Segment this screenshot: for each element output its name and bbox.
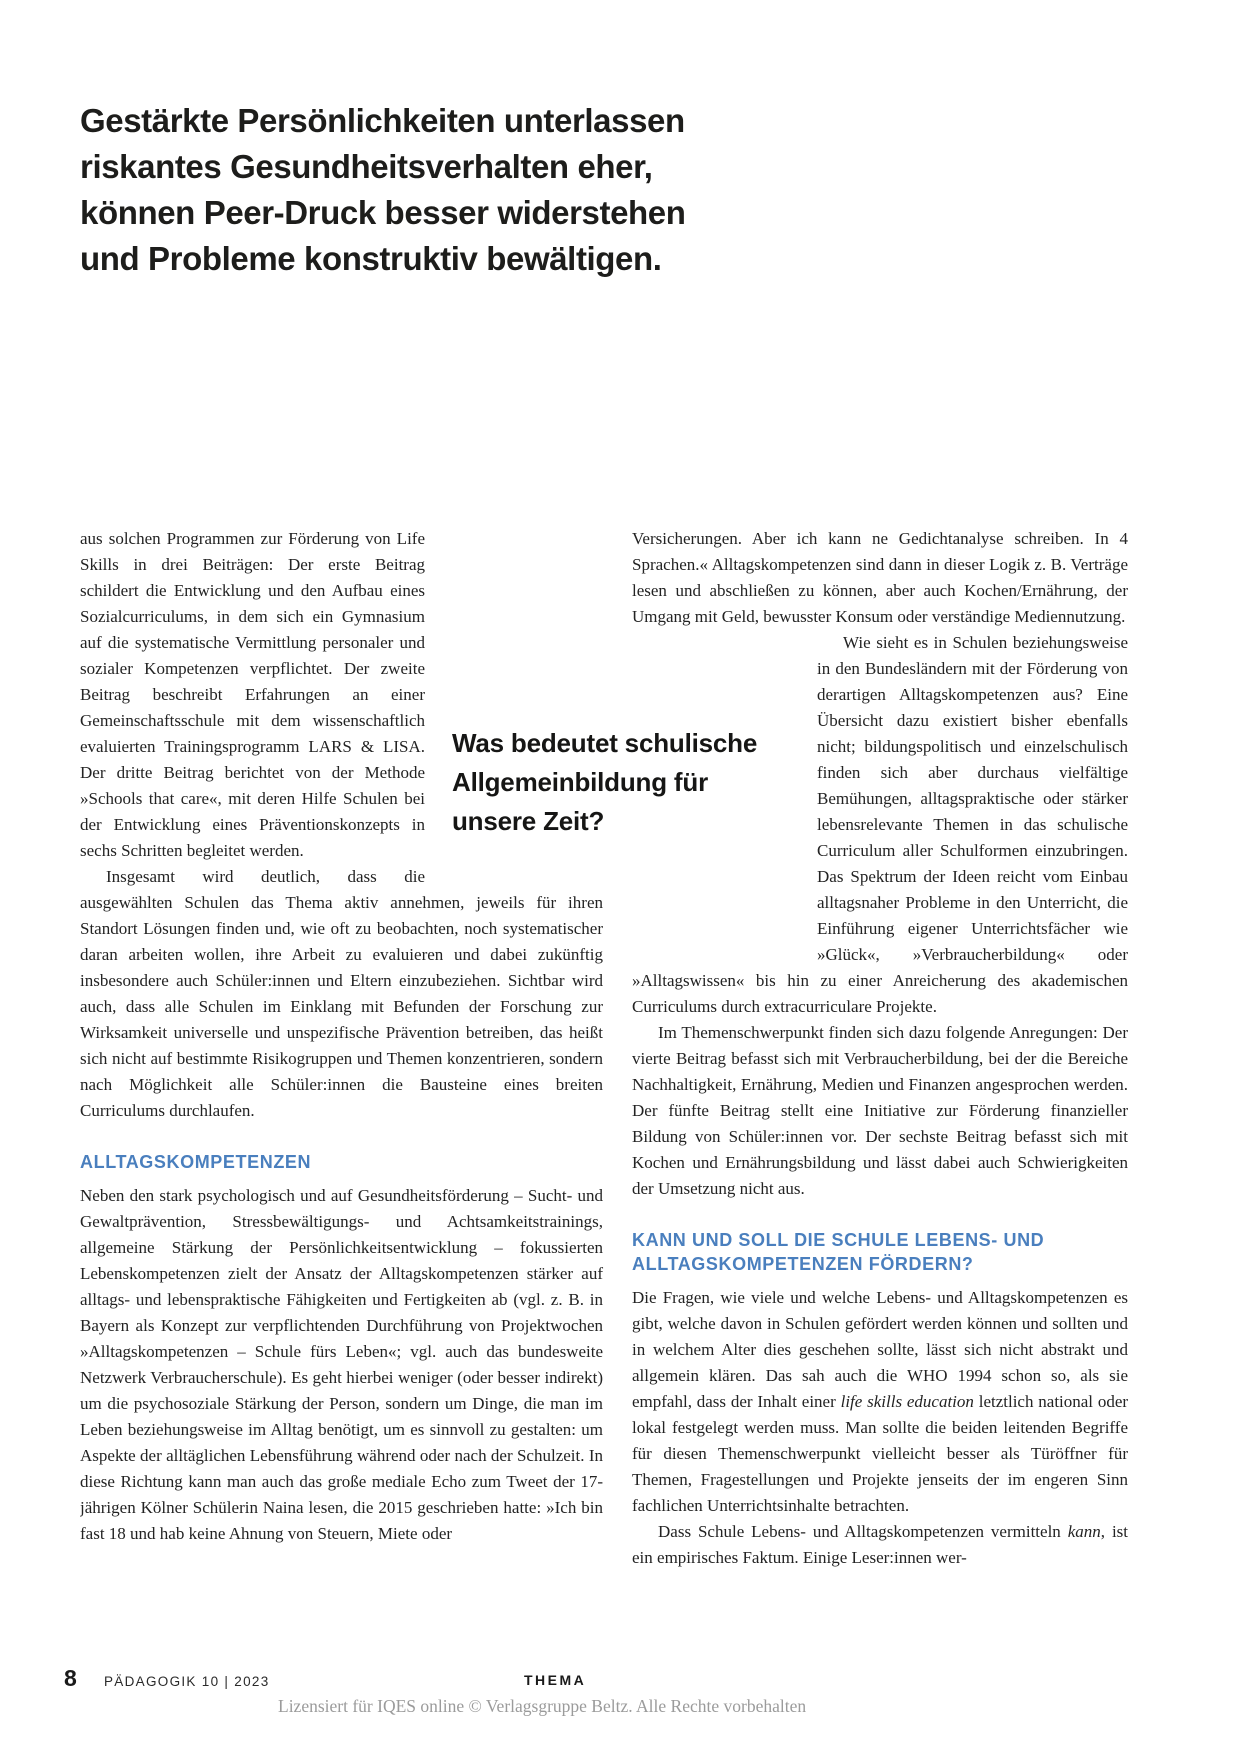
paragraph-text-segment: , ist ein empirisches Faktum. Einige Leser:innen wer-	[632, 1522, 1128, 1567]
body-paragraph	[80, 1183, 603, 1547]
paragraph-text-segment: Dass Schule Lebens- und Alltagskompetenzen vermitteln	[658, 1522, 1061, 1541]
paragraph-text-segment: aus solchen Programmen zur Förderung von Life Skills in drei Beiträgen: Der erste Beitrag schildert die Entwicklung und den Aufbau eines Sozialcurriculums, in dem sich ein Gymnasium auf die systematische Vermittlung personaler und sozialer Kompetenzen verpflichtet. Der zweite Beitrag beschreibt Erfahrungen an einer Gemeinschaftsschule mit dem wissenschaftlich evaluierten Trainingsprogramm LARS & LISA. Der	[80, 529, 425, 782]
paragraph-text-segment: letztlich national oder lokal festgelegt werden muss. Man sollte die beiden leitenden Begriffe für diesen Themenschwerpunkt vielleicht besser als Türöffner für Themen, Fragestellungen und Projekte jenseits der im engeren Sinn fachlichen Unterrichtsinhalte betrachten.	[632, 1392, 1128, 1515]
headline-line-4: und Probleme konstruktiv bewältigen.	[80, 240, 662, 278]
page-number: 8	[64, 1665, 77, 1691]
headline-line-1: Gestärkte Persönlichkeiten unterlassen	[80, 102, 685, 140]
body-paragraph	[632, 1519, 1128, 1571]
body-paragraph	[632, 526, 1128, 630]
paragraph-text-segment: Wie sieht es in Schulen beziehungsweise in den Bundesländern mit der Förderung von derartigen Alltagskompetenzen aus?	[817, 633, 1128, 704]
article-headline	[80, 98, 780, 282]
headline-line-3: können Peer-Druck besser widerstehen	[80, 194, 686, 232]
headline-line-2: riskantes Gesundheitsverhalten eher,	[80, 148, 653, 186]
license-notice: Lizensiert für IQES online © Verlagsgruppe Beltz. Alle Rechte vorbehalten	[278, 1696, 807, 1716]
section-heading-kann-und-soll: KANN UND SOLL DIE SCHULE LEBENS- UND ALLTAGSKOMPETENZEN FÖRDERN?	[632, 1230, 1045, 1274]
paragraph-text-segment: Neben den stark psychologisch und auf Gesundheitsförderung – Sucht- und Gewaltprävention, Stressbewältigungs- und Achtsamkeitstrainings, allgemeine Stärkung der Persönlichkeitsentwicklung – fokussierten Lebenskompetenzen zielt der Ansatz der Alltagskompetenzen stärker auf alltags- und lebenspraktische Fähigkeiten und Fertigkeiten ab (vgl. z. B. in Bayern als Konzept zur verpflichtenden Durchführung von Projektwochen »Alltagskompetenzen – Schule fürs Leben«; vgl. auch das bundesweite Netzwerk Verbraucherschule). Es geht hierbei weniger (oder besser indirekt) um die psychosoziale Stärkung der Person, sondern um Dinge, die man im Leben beziehungsweise im Alltag benötigt, um es sinnvoll zu gestalten: um Aspekte der alltäglichen Lebensführung während oder nach der Schulzeit. In diese Richtung kann man auch das große mediale Echo zum Tweet der 17-jährigen Kölner Schülerin Naina lesen, die 2015 geschrieben hatte: »Ich bin fast 18 und hab keine Ahnung von Steuern, Miete oder	[80, 1186, 603, 1543]
paragraph-text-segment: Eine Übersicht dazu existiert bisher ebenfalls nicht; bildungspolitisch und einzelschulisch finden sich aber durchaus vielfältige Bemühungen, alltagspraktische oder stärker lebensrelevante Themen in das schulische Curriculum aller Schulformen einzubringen. Das Spektrum der Ideen reicht vom Einbau alltagsnaher Probleme in den Unterricht, die Einführung eigener Unterrichtsfächer wie »Glück«, »Verbraucherbildung« oder »Alltagswissen« bis hin zu einer Anreicherung des akademischen Curriculums durch extracurriculare Projekte.	[632, 685, 1128, 1016]
paragraph-text-segment: dritte Beitrag berichtet von der Methode »Schools that care«, mit deren Hilfe Schulen bei der Entwicklung eines Präventionskonzepts in sechs Schritten begleitet werden.	[80, 763, 425, 860]
paragraph-text-segment: Versicherungen. Aber ich kann ne Gedichtanalyse schreiben. In 4 Sprachen.« Alltagskompetenzen sind dann in dieser Logik z. B. Verträge lesen und abschließen zu können, aber auch Kochen/Ernährung, der Umgang mit Geld, bewusster Konsum oder verständige Mediennutzung.	[632, 529, 1128, 626]
body-text-columns	[80, 526, 1128, 1648]
italic-term: kann	[1067, 1522, 1101, 1541]
pull-quote: Was bedeutet schulische Allgemeinbildung für unsere Zeit?	[452, 728, 758, 836]
italic-term: life skills education	[840, 1392, 974, 1411]
body-paragraph	[632, 1020, 1128, 1202]
right-column	[632, 526, 1128, 1648]
section-heading-alltagskompetenzen: ALLTAGSKOMPETENZEN	[80, 1152, 312, 1172]
section-label: THEMA	[524, 1672, 587, 1688]
paragraph-text-segment: Die Fragen, wie viele und welche Lebens- und Alltagskompetenzen es gibt, welche davon in Schulen gefördert werden können und sollten und in welchem Alter dies geschehen sollte, lässt sich nicht abstrakt und allgemein klären. Das sah auch die WHO 1994 schon so, als sie empfahl, dass der Inhalt einer	[632, 1288, 1128, 1411]
paragraph-text-segment: Insgesamt wird deutlich, dass die ausgewählten Schulen das Thema aktiv annehmen, jeweils für ihren Standort Lösungen finden und, wie oft zu beobachten, noch systematischer daran arbeiten wollen, ihre Arbeit zu evaluieren und dabei zukünftig insbesondere auch Schüler:innen und Eltern einzubeziehen. Sichtbar wird auch, dass alle Schulen im Einklang mit Befunden der Forschung zur Wirksamkeit universelle und unspezifische Prävention betreiben, das heißt sich nicht auf bestimmte Risikogruppen und Themen konzentrieren, sondern nach Möglichkeit alle Schüler:innen die Bausteine eines breiten Curriculums durchlaufen.	[80, 867, 603, 1120]
journal-title: PÄDAGOGIK 10 | 2023	[104, 1674, 270, 1689]
body-paragraph	[632, 1285, 1128, 1519]
left-column	[80, 526, 603, 1648]
body-paragraph	[80, 864, 603, 1124]
paragraph-text-segment: Im Themenschwerpunkt finden sich dazu folgende Anregungen: Der vierte Beitrag befasst sich mit Verbraucherbildung, bei der die Bereiche Nachhaltigkeit, Ernährung, Medien und Finanzen angesprochen werden. Der fünfte Beitrag stellt eine Initiative zur Förderung finanzieller Bildung von Schüler:innen vor. Der sechste Beitrag befasst sich mit Kochen und Ernährungsbildung und lässt dabei auch Schwierigkeiten der Umsetzung nicht aus.	[632, 1023, 1128, 1198]
